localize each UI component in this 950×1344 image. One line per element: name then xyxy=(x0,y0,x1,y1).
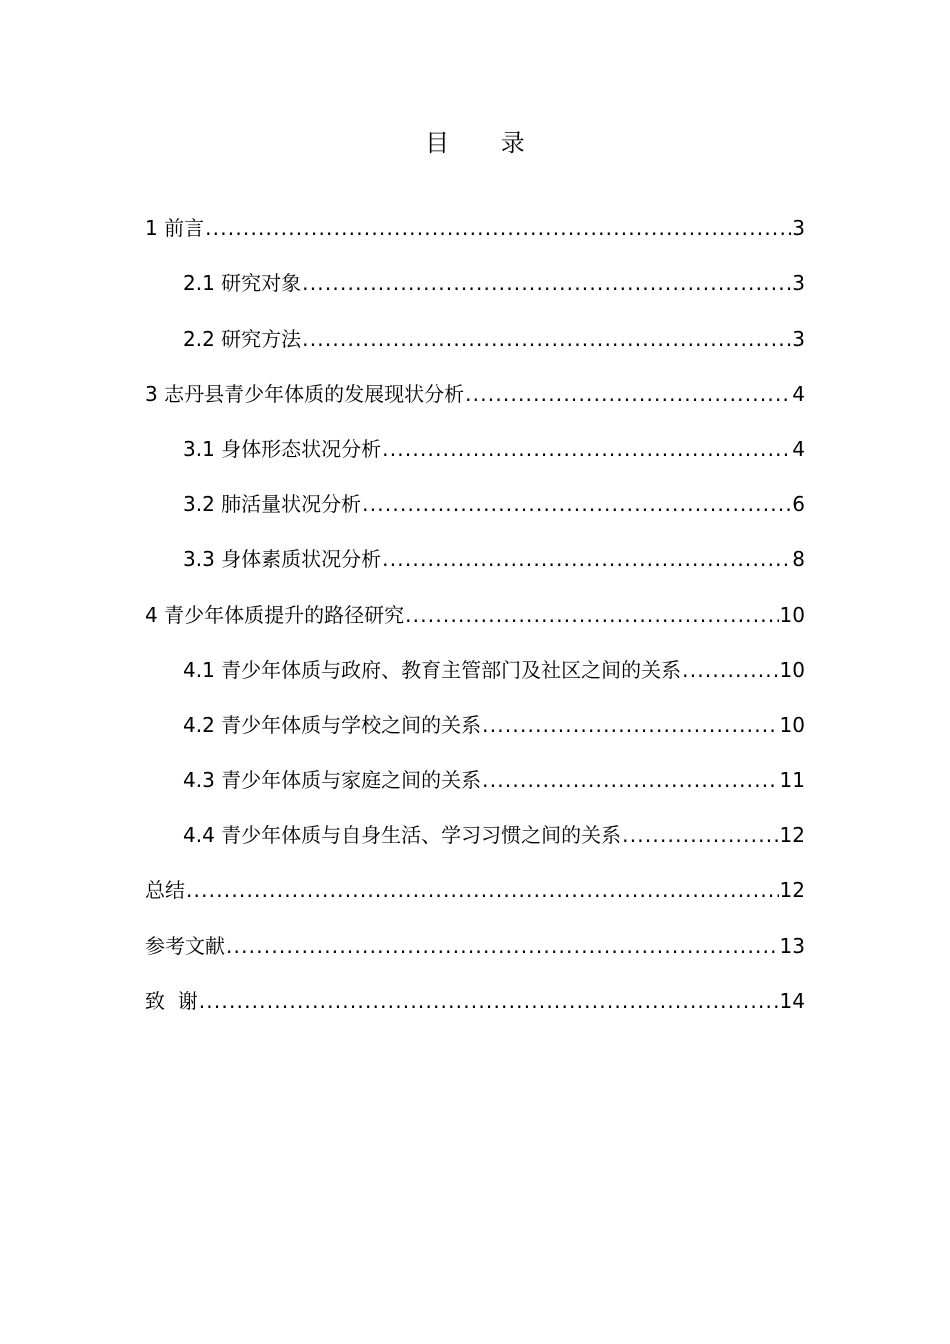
toc-entry-label: 2.1 研究对象 xyxy=(183,271,302,296)
toc-leader-dots xyxy=(382,546,791,572)
toc-entry[interactable] xyxy=(145,752,805,807)
toc-entry-label: 1 前言 xyxy=(145,216,205,241)
toc-leader-dots xyxy=(622,822,778,848)
toc-entry-page: 13 xyxy=(779,933,805,958)
toc-entry[interactable] xyxy=(145,366,805,421)
toc-leader-dots xyxy=(362,491,791,517)
toc-entry-page: 14 xyxy=(779,988,805,1013)
toc-entry-page: 10 xyxy=(779,602,805,627)
toc-entry[interactable] xyxy=(145,310,805,365)
toc-entry-label: 3.3 身体素质状况分析 xyxy=(183,547,382,572)
toc-entry[interactable] xyxy=(145,697,805,752)
toc-entry-label: 3 志丹县青少年体质的发展现状分析 xyxy=(145,381,465,406)
toc-leader-dots xyxy=(226,933,779,959)
toc-entry-label: 4 青少年体质提升的路径研究 xyxy=(145,602,405,627)
toc-entry-label: 4.2 青少年体质与学校之间的关系 xyxy=(183,712,482,737)
toc-entry-label: 4.3 青少年体质与家庭之间的关系 xyxy=(183,768,482,793)
toc-entry-page: 3 xyxy=(792,326,805,351)
toc-entry-page: 10 xyxy=(779,712,805,737)
toc-entry-page: 3 xyxy=(792,216,805,241)
toc-entry-page: 3 xyxy=(792,271,805,296)
toc-entry-label: 参考文献 xyxy=(145,933,225,958)
toc-entry[interactable] xyxy=(145,255,805,310)
toc-leader-dots xyxy=(205,215,791,241)
toc-entry-label: 2.2 研究方法 xyxy=(183,326,302,351)
toc-entry[interactable] xyxy=(145,917,805,972)
toc-leader-dots xyxy=(482,712,778,738)
toc-leader-dots xyxy=(186,877,779,903)
toc-leader-dots xyxy=(302,326,791,352)
toc-leader-dots xyxy=(199,988,779,1014)
toc-entry-label: 总结 xyxy=(145,878,185,903)
toc-list xyxy=(145,200,805,1028)
toc-entry-page: 4 xyxy=(792,436,805,461)
toc-entry-label: 3.1 身体形态状况分析 xyxy=(183,436,382,461)
toc-entry[interactable] xyxy=(145,476,805,531)
toc-leader-dots xyxy=(405,602,778,628)
toc-entry[interactable] xyxy=(145,421,805,476)
toc-entry-page: 12 xyxy=(779,823,805,848)
toc-leader-dots xyxy=(382,436,791,462)
toc-leader-dots xyxy=(682,657,778,683)
toc-entry-page: 12 xyxy=(779,878,805,903)
toc-entry[interactable] xyxy=(145,531,805,586)
toc-entry-page: 4 xyxy=(792,381,805,406)
toc-title: 目 录 xyxy=(425,129,547,157)
toc-entry[interactable] xyxy=(145,642,805,697)
toc-entry[interactable] xyxy=(145,973,805,1028)
toc-entry[interactable] xyxy=(145,200,805,255)
toc-leader-dots xyxy=(465,381,791,407)
toc-entry-page: 6 xyxy=(792,492,805,517)
toc-entry-page: 10 xyxy=(779,657,805,682)
toc-entry-label: 4.1 青少年体质与政府、教育主管部门及社区之间的关系 xyxy=(183,657,682,682)
toc-entry-page: 8 xyxy=(792,547,805,572)
toc-leader-dots xyxy=(482,767,778,793)
toc-leader-dots xyxy=(302,270,791,296)
toc-entry-label: 3.2 肺活量状况分析 xyxy=(183,492,362,517)
toc-entry[interactable] xyxy=(145,862,805,917)
toc-entry[interactable] xyxy=(145,586,805,641)
toc-entry-label: 4.4 青少年体质与自身生活、学习习惯之间的关系 xyxy=(183,823,622,848)
toc-entry-label: 致 谢 xyxy=(145,988,198,1013)
toc-entry[interactable] xyxy=(145,807,805,862)
toc-entry-page: 11 xyxy=(779,768,805,793)
